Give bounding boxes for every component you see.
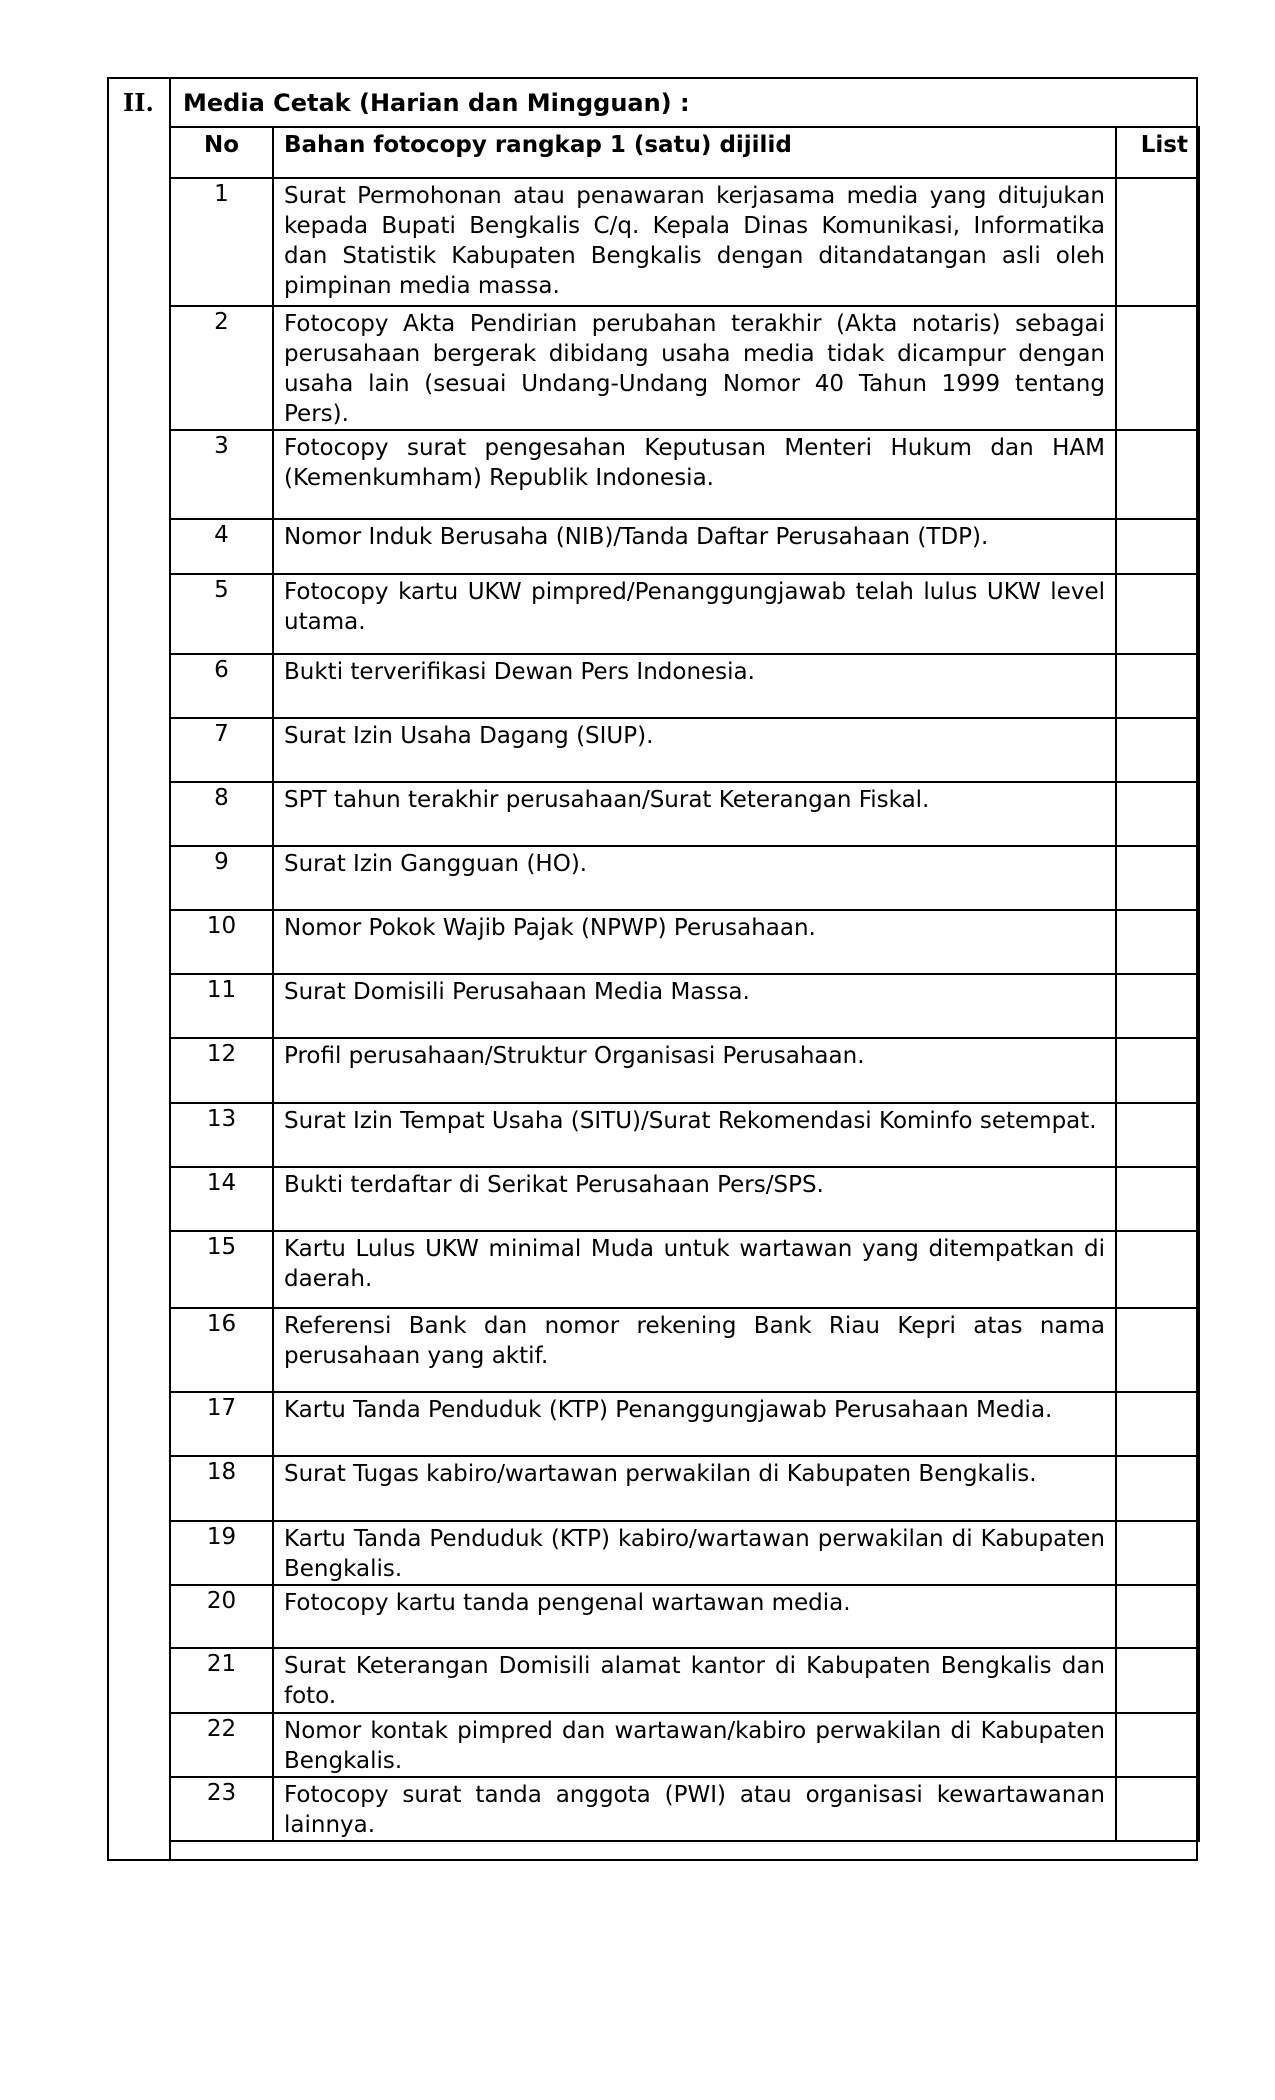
- row-number: 12: [170, 1038, 273, 1103]
- row-checklist-cell[interactable]: [1116, 1392, 1199, 1456]
- table-row: [170, 1103, 1199, 1167]
- table-row: [170, 519, 1199, 574]
- row-checklist-cell[interactable]: [1116, 1585, 1199, 1648]
- row-checklist-cell[interactable]: [1116, 1167, 1199, 1231]
- row-checklist-cell[interactable]: [1116, 1521, 1199, 1585]
- row-requirement-text: Nomor kontak pimpred dan wartawan/kabiro perwakilan di Kabupaten Bengkalis.: [273, 1713, 1116, 1777]
- row-checklist-cell[interactable]: [1116, 782, 1199, 846]
- row-requirement-text: Nomor Pokok Wajib Pajak (NPWP) Perusahaan.: [273, 910, 1116, 974]
- table-header-row: [170, 127, 1199, 178]
- row-number: 20: [170, 1585, 273, 1648]
- row-number: 9: [170, 846, 273, 910]
- row-requirement-text: Fotocopy surat tanda anggota (PWI) atau organisasi kewartawanan lainnya.: [273, 1777, 1116, 1841]
- row-requirement-text: SPT tahun terakhir perusahaan/Surat Keterangan Fiskal.: [273, 782, 1116, 846]
- row-number: 5: [170, 574, 273, 654]
- table-row: [170, 974, 1199, 1038]
- row-checklist-cell[interactable]: [1116, 574, 1199, 654]
- row-number: 23: [170, 1777, 273, 1841]
- row-checklist-cell[interactable]: [1116, 1777, 1199, 1841]
- row-checklist-cell[interactable]: [1116, 1713, 1199, 1777]
- header-item: Bahan fotocopy rangkap 1 (satu) dijilid: [273, 127, 1116, 178]
- header-list: List: [1116, 127, 1199, 178]
- row-requirement-text: Surat Domisili Perusahaan Media Massa.: [273, 974, 1116, 1038]
- row-checklist-cell[interactable]: [1116, 718, 1199, 782]
- row-checklist-cell[interactable]: [1116, 846, 1199, 910]
- table-row: [170, 1308, 1199, 1392]
- row-requirement-text: Surat Keterangan Domisili alamat kantor di Kabupaten Bengkalis dan foto.: [273, 1648, 1116, 1713]
- table-row: [170, 1167, 1199, 1231]
- section-number: II.: [123, 88, 154, 117]
- row-number: 3: [170, 430, 273, 519]
- table-row: [170, 306, 1199, 430]
- row-checklist-cell[interactable]: [1116, 1308, 1199, 1392]
- row-requirement-text: Profil perusahaan/Struktur Organisasi Perusahaan.: [273, 1038, 1116, 1103]
- table-row: [170, 1648, 1199, 1713]
- row-number: 17: [170, 1392, 273, 1456]
- row-requirement-text: Fotocopy Akta Pendirian perubahan terakhir (Akta notaris) sebagai perusahaan bergerak dibidang usaha media tidak dicampur dengan usaha lain (sesuai Undang-Undang Nomor 40 Tahun 1999 tentang Pers).: [273, 306, 1116, 430]
- row-number: 6: [170, 654, 273, 718]
- table-row: [170, 1585, 1199, 1648]
- row-number: 19: [170, 1521, 273, 1585]
- row-number: 16: [170, 1308, 273, 1392]
- row-checklist-cell[interactable]: [1116, 1648, 1199, 1713]
- row-number: 13: [170, 1103, 273, 1167]
- row-requirement-text: Kartu Tanda Penduduk (KTP) kabiro/wartawan perwakilan di Kabupaten Bengkalis.: [273, 1521, 1116, 1585]
- row-number: 22: [170, 1713, 273, 1777]
- row-checklist-cell[interactable]: [1116, 1231, 1199, 1308]
- row-requirement-text: Fotocopy kartu UKW pimpred/Penanggungjawab telah lulus UKW level utama.: [273, 574, 1116, 654]
- requirements-table: [169, 126, 1200, 1842]
- row-number: 11: [170, 974, 273, 1038]
- row-checklist-cell[interactable]: [1116, 910, 1199, 974]
- row-number: 8: [170, 782, 273, 846]
- header-no: No: [170, 127, 273, 178]
- row-requirement-text: Surat Izin Gangguan (HO).: [273, 846, 1116, 910]
- table-row: [170, 1392, 1199, 1456]
- table-row: [170, 782, 1199, 846]
- table-row: [170, 1231, 1199, 1308]
- row-checklist-cell[interactable]: [1116, 430, 1199, 519]
- table-row: [170, 1456, 1199, 1521]
- table-row: [170, 910, 1199, 974]
- row-requirement-text: Surat Tugas kabiro/wartawan perwakilan di Kabupaten Bengkalis.: [273, 1456, 1116, 1521]
- table-row: [170, 1521, 1199, 1585]
- table-row: [170, 430, 1199, 519]
- row-number: 21: [170, 1648, 273, 1713]
- table-row: [170, 654, 1199, 718]
- row-number: 18: [170, 1456, 273, 1521]
- row-checklist-cell[interactable]: [1116, 178, 1199, 306]
- table-row: [170, 846, 1199, 910]
- row-checklist-cell[interactable]: [1116, 1038, 1199, 1103]
- section-number-column: [109, 79, 171, 1859]
- table-row: [170, 1713, 1199, 1777]
- row-checklist-cell[interactable]: [1116, 1103, 1199, 1167]
- row-number: 10: [170, 910, 273, 974]
- table-row: [170, 574, 1199, 654]
- row-requirement-text: Surat Izin Tempat Usaha (SITU)/Surat Rekomendasi Kominfo setempat.: [273, 1103, 1116, 1167]
- row-number: 2: [170, 306, 273, 430]
- table-body: [170, 178, 1199, 1841]
- row-requirement-text: Kartu Tanda Penduduk (KTP) Penanggungjawab Perusahaan Media.: [273, 1392, 1116, 1456]
- row-checklist-cell[interactable]: [1116, 974, 1199, 1038]
- table-row: [170, 718, 1199, 782]
- row-number: 4: [170, 519, 273, 574]
- row-requirement-text: Surat Izin Usaha Dagang (SIUP).: [273, 718, 1116, 782]
- row-requirement-text: Surat Permohonan atau penawaran kerjasama media yang ditujukan kepada Bupati Bengkalis C/q. Kepala Dinas Komunikasi, Informatika dan Statistik Kabupaten Bengkalis dengan ditandatangan asli oleh pimpinan media massa.: [273, 178, 1116, 306]
- row-requirement-text: Kartu Lulus UKW minimal Muda untuk wartawan yang ditempatkan di daerah.: [273, 1231, 1116, 1308]
- row-number: 14: [170, 1167, 273, 1231]
- table-row: [170, 178, 1199, 306]
- row-requirement-text: Nomor Induk Berusaha (NIB)/Tanda Daftar Perusahaan (TDP).: [273, 519, 1116, 574]
- row-number: 15: [170, 1231, 273, 1308]
- row-requirement-text: Fotocopy surat pengesahan Keputusan Menteri Hukum dan HAM (Kemenkumham) Republik Indonesia.: [273, 430, 1116, 519]
- row-requirement-text: Bukti terdaftar di Serikat Perusahaan Pers/SPS.: [273, 1167, 1116, 1231]
- row-number: 7: [170, 718, 273, 782]
- row-requirement-text: Bukti terverifikasi Dewan Pers Indonesia.: [273, 654, 1116, 718]
- row-requirement-text: Referensi Bank dan nomor rekening Bank Riau Kepri atas nama perusahaan yang aktif.: [273, 1308, 1116, 1392]
- table-row: [170, 1038, 1199, 1103]
- row-checklist-cell[interactable]: [1116, 519, 1199, 574]
- section-title: Media Cetak (Harian dan Mingguan) :: [183, 89, 690, 117]
- row-checklist-cell[interactable]: [1116, 654, 1199, 718]
- row-number: 1: [170, 178, 273, 306]
- row-checklist-cell[interactable]: [1116, 306, 1199, 430]
- row-requirement-text: Fotocopy kartu tanda pengenal wartawan media.: [273, 1585, 1116, 1648]
- row-checklist-cell[interactable]: [1116, 1456, 1199, 1521]
- table-row: [170, 1777, 1199, 1841]
